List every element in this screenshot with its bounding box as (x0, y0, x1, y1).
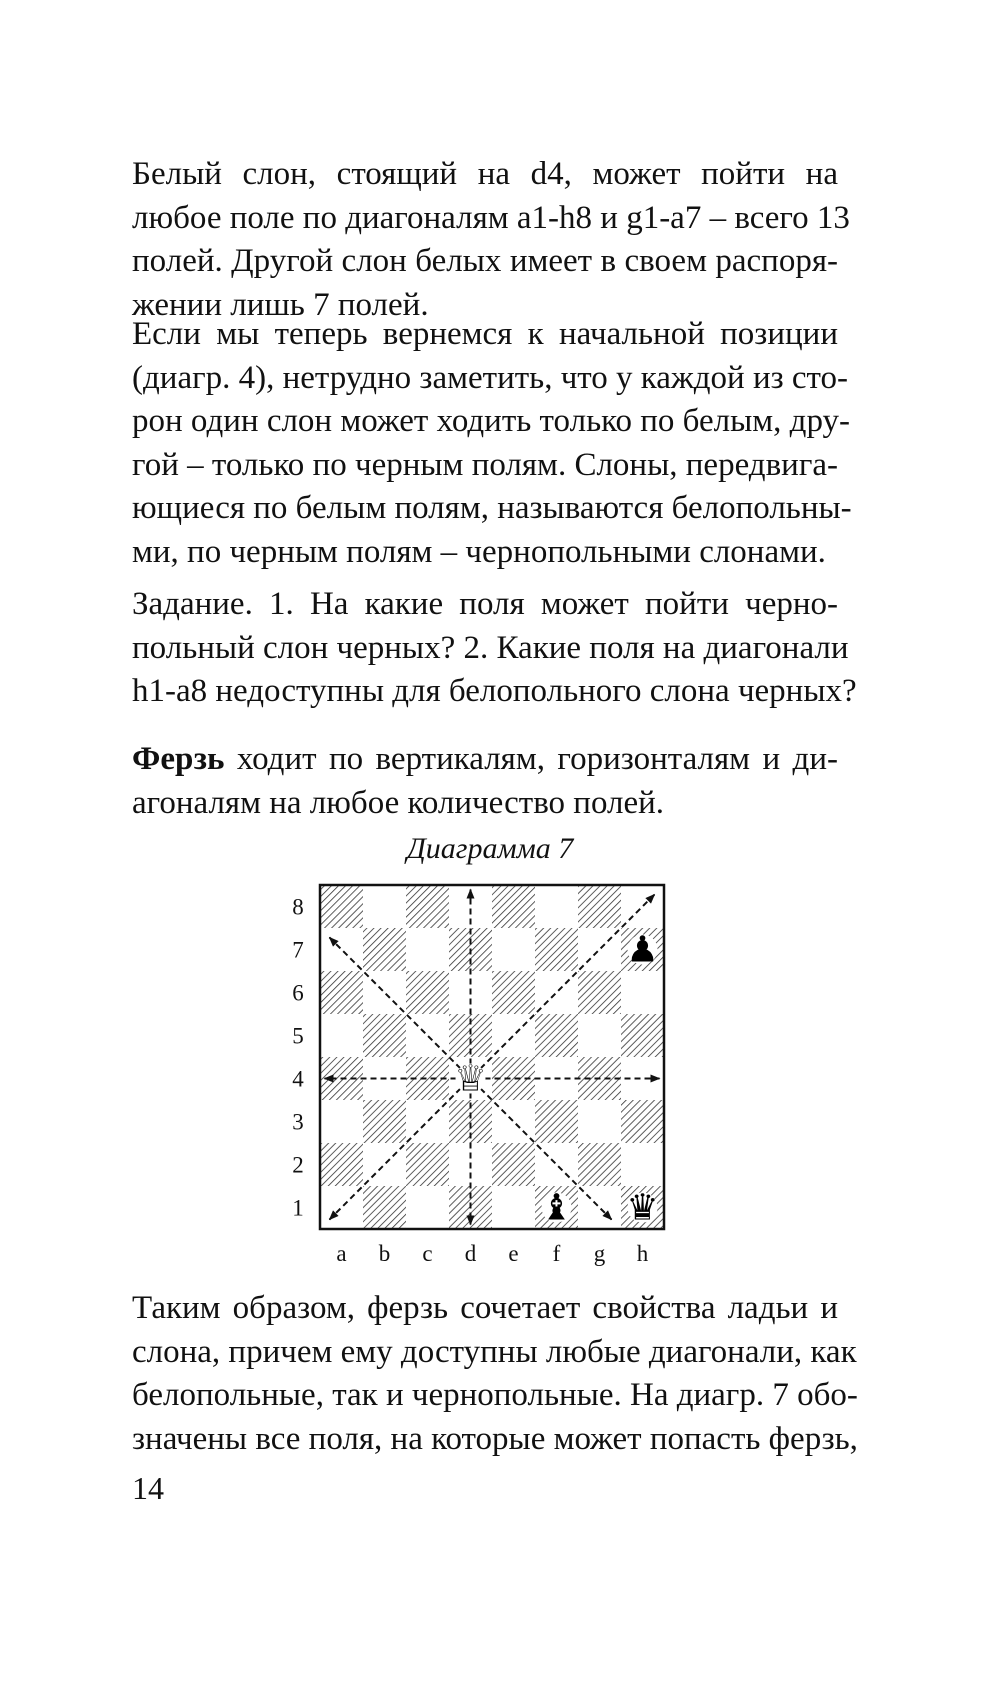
paragraph-bishop-moves (132, 153, 850, 327)
text-line: агоналям на любое количество полей. (132, 784, 665, 821)
chess-board-svg (280, 880, 680, 1270)
file-label-f: f (552, 1241, 561, 1266)
board-square-c2 (406, 1143, 449, 1186)
rank-label-3: 3 (292, 1109, 304, 1135)
text-line: (диагр. 4), нетрудно заметить, что у каждой из сто- (132, 359, 849, 396)
board-square-b5 (363, 1014, 406, 1057)
board-square-g1 (578, 1186, 621, 1229)
rank-label-6: 6 (292, 980, 304, 1006)
paragraph-queen-summary (132, 1287, 858, 1461)
text-line: Таким образом, ферзь сочетает свойства ладьи и (132, 1290, 838, 1326)
file-label-h: h (636, 1241, 649, 1266)
text-line: жении лишь 7 полей. (132, 286, 429, 323)
board-square-e8 (492, 885, 535, 928)
board-square-f7 (535, 928, 578, 971)
board-square-e2 (492, 1143, 535, 1186)
text-line: рон один слон может ходить только по белым, дру- (132, 403, 851, 439)
queen-term: Ферзь (132, 741, 225, 777)
rank-label-1: 1 (292, 1195, 304, 1221)
file-label-b: b (378, 1241, 391, 1266)
board-square-e1 (492, 1186, 535, 1229)
file-label-c: c (422, 1241, 433, 1266)
board-square-h2 (621, 1143, 664, 1186)
board-square-b3 (363, 1100, 406, 1143)
board-square-c6 (406, 971, 449, 1014)
black-bishop-icon: ♝ (540, 1187, 573, 1229)
text-line: h1-a8 недоступны для белопольного слона черных? (132, 673, 857, 709)
board-square-b1 (363, 1186, 406, 1229)
text-line: Задание. 1. На какие поля может пойти черно- (132, 586, 838, 622)
board-square-e6 (492, 971, 535, 1014)
file-label-a: a (336, 1241, 347, 1266)
black-queen-icon: ♛ (626, 1187, 659, 1229)
text-line: польный слон черных? 2. Какие поля на диагонали (132, 629, 849, 666)
file-label-e: e (508, 1241, 519, 1266)
rank-label-5: 5 (292, 1023, 304, 1049)
rank-label-8: 8 (292, 894, 304, 920)
text-line: полей. Другой слон белых имеет в своем распоря- (132, 243, 838, 279)
board-square-g3 (578, 1100, 621, 1143)
board-square-g8 (578, 885, 621, 928)
board-square-c7 (406, 928, 449, 971)
queen-line1-rest: ходит по вертикалям, горизонталям и ди- (224, 741, 838, 777)
board-square-f3 (535, 1100, 578, 1143)
board-square-c1 (406, 1186, 449, 1229)
board-square-h5 (621, 1014, 664, 1057)
text-line: Белый слон, стоящий на d4, может пойти на (132, 156, 838, 192)
text-line: ми, по черным полям – чернопольными слонами. (132, 533, 826, 570)
text-line: слона, причем ему доступны любые диагонали, как (132, 1333, 857, 1370)
text-line: Если мы теперь вернемся к начальной позиции (132, 316, 838, 352)
board-square-b6 (363, 971, 406, 1014)
paragraph-task (132, 583, 857, 714)
board-square-g2 (578, 1143, 621, 1186)
board-square-c8 (406, 885, 449, 928)
board-square-f5 (535, 1014, 578, 1057)
text-line: значены все поля, на которые может попасть ферзь, (132, 1420, 858, 1457)
paragraph-bishop-colors (132, 313, 852, 574)
board-square-a8 (320, 885, 363, 928)
board-square-a6 (320, 971, 363, 1014)
chess-diagram (280, 880, 680, 1270)
rank-label-7: 7 (292, 937, 304, 963)
board-square-h3 (621, 1100, 664, 1143)
board-square-h6 (621, 971, 664, 1014)
board-square-a7 (320, 928, 363, 971)
board-square-b8 (363, 885, 406, 928)
rank-label-2: 2 (292, 1152, 304, 1178)
board-square-g6 (578, 971, 621, 1014)
text-line: ющиеся по белым полям, называются белопольны- (132, 490, 852, 526)
board-square-a3 (320, 1100, 363, 1143)
black-pawn-icon: ♟ (626, 929, 659, 971)
paragraph-queen (132, 738, 838, 825)
board-square-f2 (535, 1143, 578, 1186)
board-square-g7 (578, 928, 621, 971)
board-square-g5 (578, 1014, 621, 1057)
text-line (132, 738, 838, 782)
file-label-d: d (464, 1241, 477, 1266)
text-line: любое поле по диагоналям a1-h8 и g1-a7 – всего 13 (132, 199, 850, 236)
board-square-a2 (320, 1143, 363, 1186)
board-square-f6 (535, 971, 578, 1014)
diagram-caption: Диаграмма 7 (406, 832, 574, 865)
rank-label-4: 4 (292, 1066, 304, 1092)
board-square-a5 (320, 1014, 363, 1057)
white-queen-icon: ♕ (454, 1058, 487, 1100)
board-square-e7 (492, 928, 535, 971)
file-label-g: g (593, 1241, 606, 1266)
text-line: белопольные, так и чернопольные. На диагр. 7 обо- (132, 1377, 858, 1413)
page-number: 14 (132, 1470, 164, 1506)
board-square-f8 (535, 885, 578, 928)
text-line: гой – только по черным полям. Слоны, передвига- (132, 446, 838, 483)
board-square-b7 (363, 928, 406, 971)
